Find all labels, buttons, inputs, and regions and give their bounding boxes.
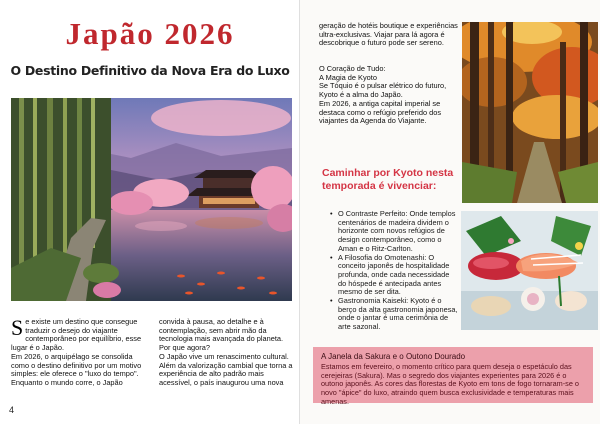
luxury-time-paragraph: Em 2026, o arquipélago se consolida como o destino definitivo por um motivo simples: ele oferece o "luxo do tempo". Enquanto o mundo corre, o Japão — [11, 351, 142, 387]
page-title: Japão 2026 — [65, 16, 235, 51]
kyoto-section — [319, 65, 461, 126]
callout-body: Estamos em fevereiro, o momento crítico para quem deseja o espetáculo das cerejeiras (Sakura). Mas o segredo dos viajantes experientes para 2026 é o outono japonês. As cores das florestas de Kyoto em tons de fogo tornaram-se o novo "ápice" do luxo, atraindo quem busca exclusividade e temperaturas mais amenas. — [321, 362, 579, 406]
kyoto-subheading: A Magia de Kyoto — [319, 72, 377, 82]
kyoto-paragraph-2: Em 2026, a antiga capital imperial se destaca como o refúgio preferido dos viajantes da Agenda do Viajante. — [319, 98, 442, 126]
kyoto-paragraph-1: Se Tóquio é o pulsar elétrico do futuro, Kyoto é a alma do Japão. — [319, 81, 447, 100]
kyoto-heading: O Coração de Tudo: — [319, 64, 386, 73]
pause-paragraph: convida à pausa, ao detalhe e à contemplação, sem abrir mão da tecnologia mais avançada do planeta. Por que agora? — [159, 317, 284, 353]
intro-continued — [319, 22, 461, 48]
page-number: 4 — [9, 405, 15, 415]
page-subtitle: O Destino Definitivo da Nova Era do Luxo — [10, 63, 290, 78]
renaissance-paragraph: O Japão vive um renascimento cultural. Além da valorização cambial que torna a experiência de alto padrão mais acessível, o país inaugurou uma nova — [159, 351, 293, 387]
bullet-omotenashi: • A Filosofia do Omotenashi: O conceito japonês de hospitalidade profunda, onde cada necessidade do hóspede é antecipada antes mesmo de ser dita. — [330, 254, 458, 298]
body-column-1 — [11, 315, 147, 388]
autumn-forest-photo — [462, 22, 598, 203]
sakura-autumn-callout — [313, 347, 593, 406]
drop-cap: S — [11, 315, 24, 340]
intro-continued-text: geração de hotéis boutique e experiências ultra-exclusivas. Viajar para lá agora é descobrique o futuro pode ser sereno. — [319, 21, 458, 48]
sashimi-photo — [461, 211, 598, 330]
intro-paragraph: e existe um destino que consegue traduzir o desejo do viajante contemporâneo por equilíbrio, esse lugar é o Japão. — [11, 317, 142, 353]
kyoto-bullet-list — [330, 210, 458, 332]
bullet-contrast: • O Contraste Perfeito: Onde templos centenários de madeira dividem o horizonte com novos refúgios de design contemporâneo, como o Aman e o Ritz-Carlton. — [330, 210, 458, 254]
callout-title: A Janela da Sakura e o Outono Dourado — [321, 352, 466, 361]
bullet-kaiseki: • Gastronomia Kaiseki: Kyoto é o berço da alta gastronomia japonesa, onde o jantar é uma cerimônia de arte sazonal. — [330, 297, 458, 332]
temple-sakura-photo — [11, 98, 292, 301]
pull-quote: Caminhar por Kyoto nesta temporada é vivenciar: — [322, 167, 454, 192]
body-column-2 — [159, 318, 294, 388]
